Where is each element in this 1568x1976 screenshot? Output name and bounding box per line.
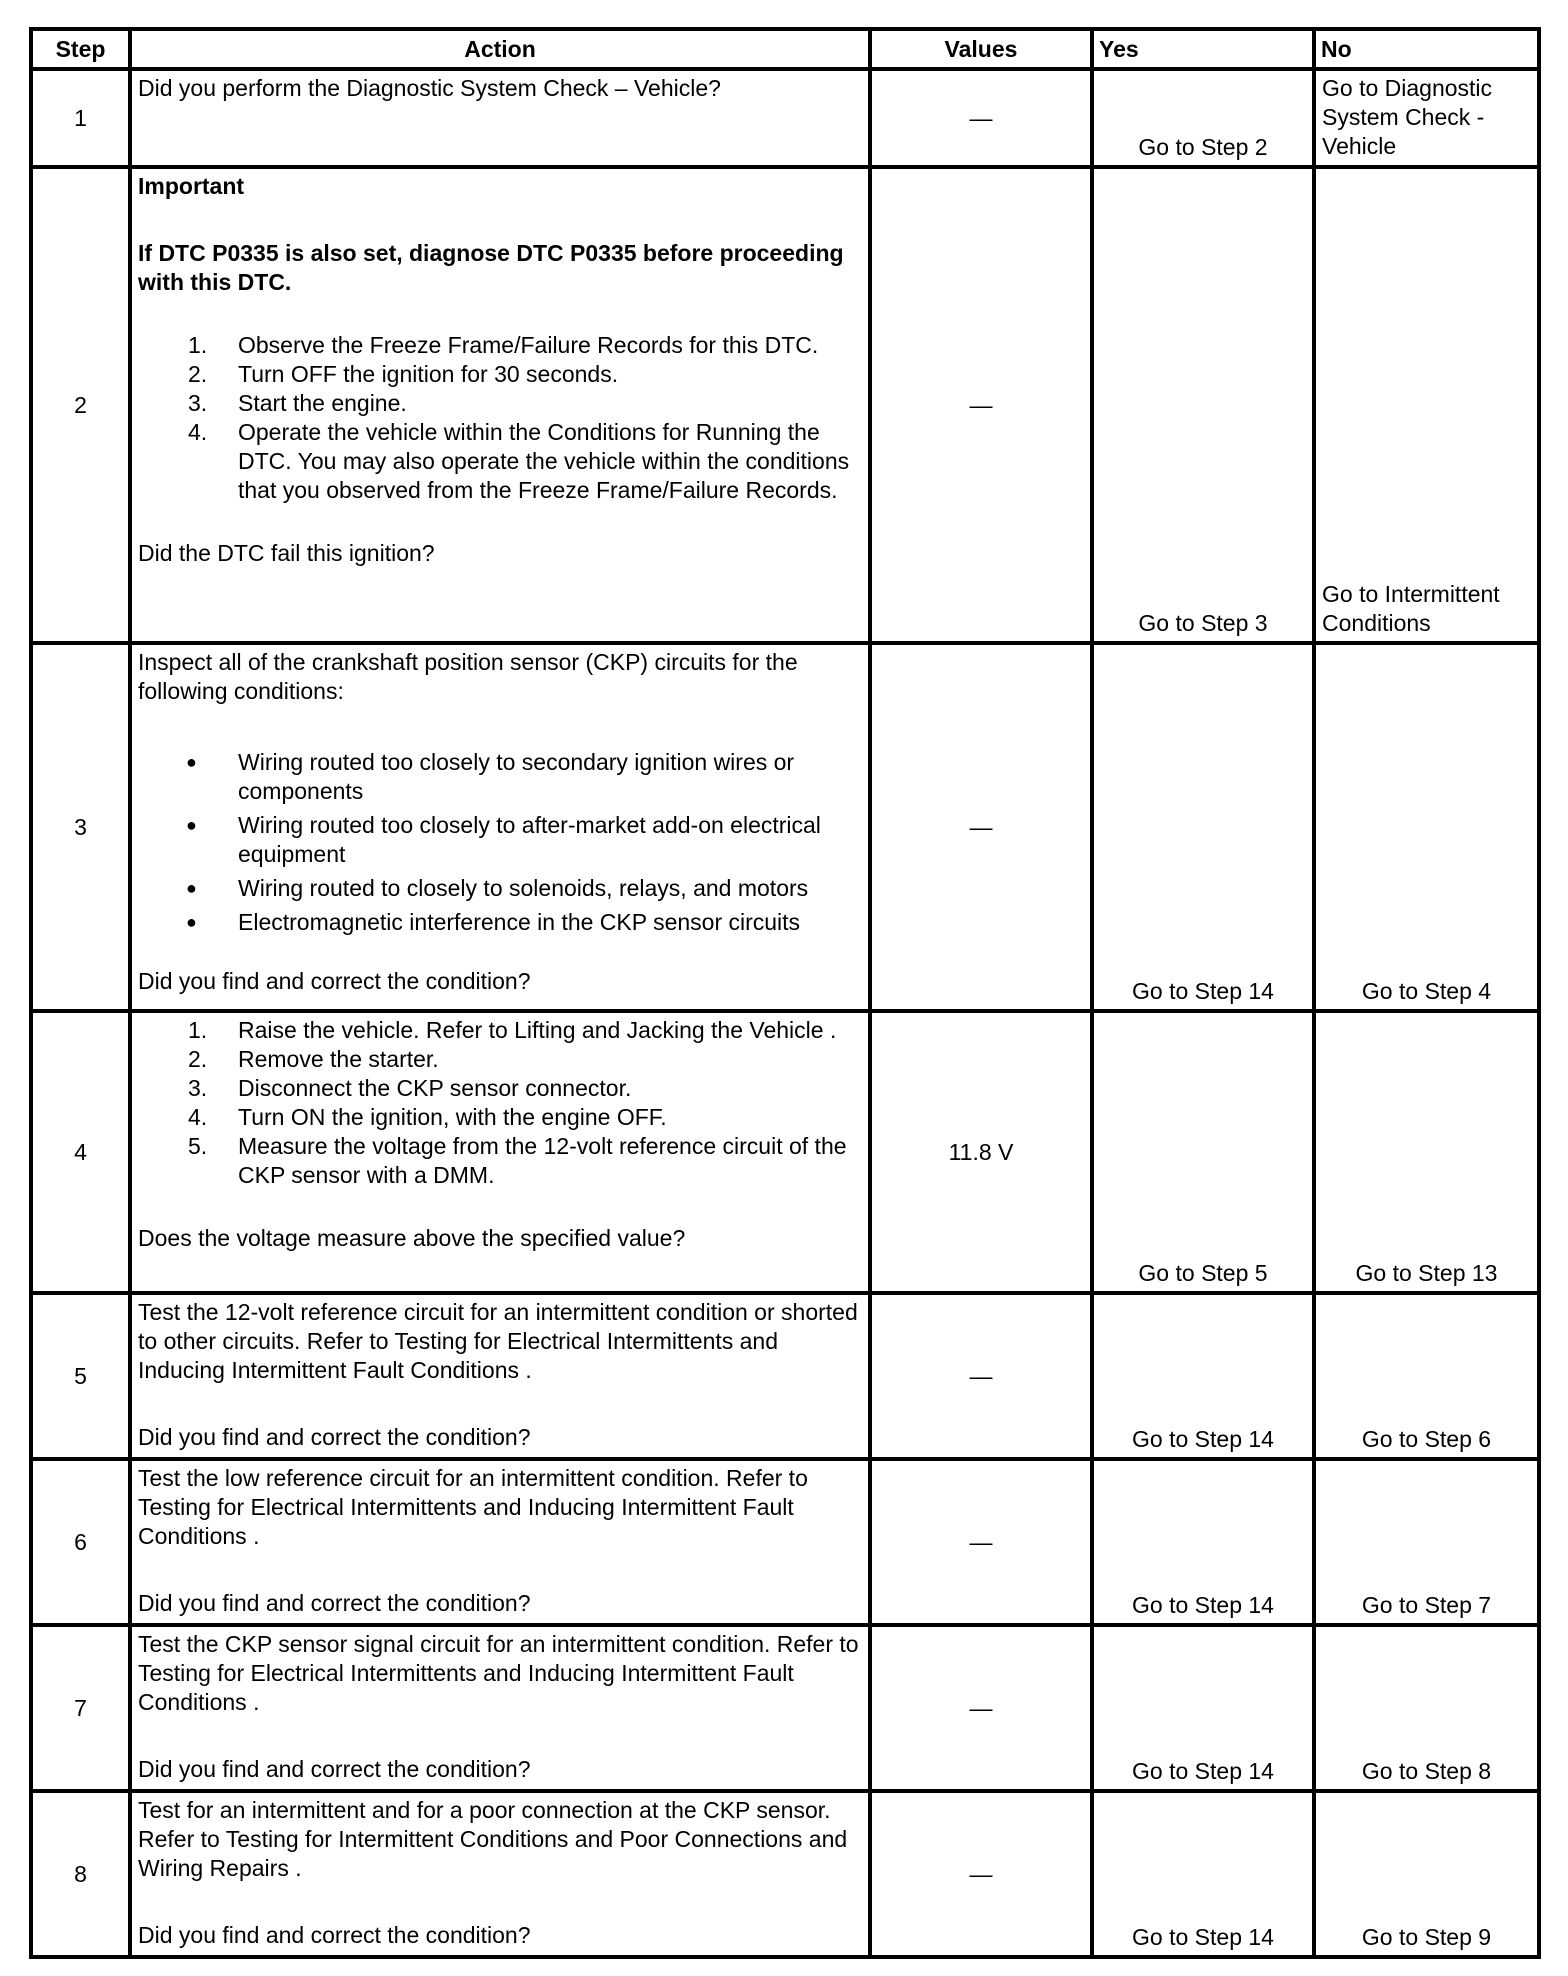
table-row xyxy=(31,167,1539,643)
list-item-text: Measure the voltage from the 12-volt reference circuit of the CKP sensor with a DMM. xyxy=(238,1133,847,1188)
action-intro: Inspect all of the crankshaft position sensor (CKP) circuits for the following conditions: xyxy=(138,649,798,704)
table-row xyxy=(31,1459,1539,1625)
table-row xyxy=(31,69,1539,167)
list-item: 4. Turn ON the ignition, with the engine OFF. xyxy=(188,1104,667,1130)
action-intro: Test the low reference circuit for an intermittent condition. Refer to Testing for Electrical Intermittents and Inducing Intermittent Fault Conditions . xyxy=(138,1465,808,1549)
list-item-text: Wiring routed to closely to solenoids, relays, and motors xyxy=(238,875,809,901)
question-text: Did you find and correct the condition? xyxy=(138,1922,531,1948)
question-text: Did you find and correct the condition? xyxy=(138,1424,531,1450)
list-item: 1. Observe the Freeze Frame/Failure Records for this DTC. xyxy=(188,332,819,358)
value-text: — xyxy=(969,391,993,418)
list-item-text: Turn OFF the ignition for 30 seconds. xyxy=(238,361,619,387)
no-cell: Go to Step 13 xyxy=(1314,1011,1539,1293)
list-item: 3. Disconnect the CKP sensor connector. xyxy=(188,1075,632,1101)
yes-cell: Go to Step 5 xyxy=(1092,1011,1314,1293)
question-text: Did you find and correct the condition? xyxy=(138,1590,531,1616)
value-cell xyxy=(870,1625,1092,1791)
action-cell xyxy=(130,1459,870,1625)
action-cell xyxy=(130,1011,870,1293)
step-number: 4 xyxy=(31,1011,130,1293)
list-item: ● Wiring routed too closely to secondary ignition wires or components xyxy=(186,749,795,804)
important-label: Important xyxy=(138,173,245,199)
list-item: 4. Operate the vehicle within the Conditions for Running the DTC. You may also operate the vehicle within the conditions that you observed from the Freeze Frame/Failure Records. xyxy=(188,419,850,503)
value-text: — xyxy=(969,1694,993,1721)
value-text: — xyxy=(969,104,993,131)
no-cell: Go to Step 6 xyxy=(1314,1293,1539,1459)
list-item-text: Turn ON the ignition, with the engine OFF. xyxy=(238,1104,667,1130)
value-text: 11.8 V xyxy=(948,1138,1014,1165)
value-text: — xyxy=(969,1528,993,1555)
value-cell xyxy=(870,1011,1092,1293)
value-cell xyxy=(870,1791,1092,1957)
header-row xyxy=(31,29,1539,69)
list-item-text: Raise the vehicle. Refer to Lifting and Jacking the Vehicle . xyxy=(238,1017,837,1043)
procedure-list xyxy=(138,1016,862,1190)
list-item: 1. Raise the vehicle. Refer to Lifting and Jacking the Vehicle . xyxy=(188,1017,837,1043)
no-cell: Go to Intermittent Conditions xyxy=(1314,167,1539,643)
list-item: 2. Turn OFF the ignition for 30 seconds. xyxy=(188,361,619,387)
no-cell: Go to Step 8 xyxy=(1314,1625,1539,1791)
table-row xyxy=(31,1625,1539,1791)
list-item-text: Wiring routed too closely to after-market add-on electrical equipment xyxy=(238,812,821,867)
action-intro: Test the CKP sensor signal circuit for an intermittent condition. Refer to Testing for Electrical Intermittents and Inducing Intermittent Fault Conditions . xyxy=(138,1631,859,1715)
table-row xyxy=(31,1011,1539,1293)
important-note xyxy=(138,172,862,297)
action-cell xyxy=(130,1625,870,1791)
list-item: ● Electromagnetic interference in the CKP sensor circuits xyxy=(186,909,801,935)
step-number: 7 xyxy=(31,1625,130,1791)
action-cell: Did you perform the Diagnostic System Check – Vehicle? xyxy=(130,69,870,167)
procedure-list xyxy=(138,331,862,505)
action-intro: Test for an intermittent and for a poor connection at the CKP sensor. Refer to Testing for Intermittent Conditions and Poor Connections and Wiring Repairs . xyxy=(138,1797,848,1881)
list-item-text: Observe the Freeze Frame/Failure Records for this DTC. xyxy=(238,332,819,358)
value-cell xyxy=(870,167,1092,643)
yes-cell: Go to Step 14 xyxy=(1092,1791,1314,1957)
no-cell: Go to Diagnostic System Check - Vehicle xyxy=(1314,69,1539,167)
important-text: If DTC P0335 is also set, diagnose DTC P0335 before proceeding with this DTC. xyxy=(138,240,844,295)
header-yes: Yes xyxy=(1092,29,1314,69)
question-text: Does the voltage measure above the specified value? xyxy=(138,1225,686,1251)
value-cell xyxy=(870,69,1092,167)
question-text: Did the DTC fail this ignition? xyxy=(138,540,435,566)
step-number: 3 xyxy=(31,643,130,1011)
list-item-text: Remove the starter. xyxy=(238,1046,439,1072)
value-cell xyxy=(870,643,1092,1011)
list-item-text: Start the engine. xyxy=(238,390,407,416)
list-item-text: Wiring routed too closely to secondary ignition wires or components xyxy=(238,749,795,804)
list-item-text: Electromagnetic interference in the CKP sensor circuits xyxy=(238,909,801,935)
table-row xyxy=(31,1791,1539,1957)
step-number: 5 xyxy=(31,1293,130,1459)
no-cell: Go to Step 4 xyxy=(1314,643,1539,1011)
list-item: 2. Remove the starter. xyxy=(188,1046,439,1072)
action-cell xyxy=(130,643,870,1011)
value-text: — xyxy=(969,1362,993,1389)
value-cell xyxy=(870,1459,1092,1625)
question-text: Did you find and correct the condition? xyxy=(138,968,531,994)
header-step: Step xyxy=(31,29,130,69)
no-cell: Go to Step 7 xyxy=(1314,1459,1539,1625)
action-cell xyxy=(130,1293,870,1459)
header-no: No xyxy=(1314,29,1539,69)
list-item: 3. Start the engine. xyxy=(188,390,407,416)
list-item-text: Disconnect the CKP sensor connector. xyxy=(238,1075,632,1101)
header-values: Values xyxy=(870,29,1092,69)
action-intro: Test the 12-volt reference circuit for an intermittent condition or shorted to other circuits. Refer to Testing for Electrical Intermittents and Inducing Intermittent Fault Conditions . xyxy=(138,1299,858,1383)
yes-cell: Go to Step 14 xyxy=(1092,643,1314,1011)
question-text: Did you find and correct the condition? xyxy=(138,1756,531,1782)
yes-cell: Go to Step 14 xyxy=(1092,1293,1314,1459)
list-item: ● Wiring routed to closely to solenoids, relays, and motors xyxy=(186,875,809,901)
no-cell: Go to Step 9 xyxy=(1314,1791,1539,1957)
list-item: 5. Measure the voltage from the 12-volt reference circuit of the CKP sensor with a DMM. xyxy=(188,1133,847,1188)
value-text: — xyxy=(969,1860,993,1887)
action-cell xyxy=(130,1791,870,1957)
step-number: 6 xyxy=(31,1459,130,1625)
step-number: 8 xyxy=(31,1791,130,1957)
yes-cell: Go to Step 14 xyxy=(1092,1625,1314,1791)
yes-cell: Go to Step 3 xyxy=(1092,167,1314,643)
yes-cell: Go to Step 14 xyxy=(1092,1459,1314,1625)
value-text: — xyxy=(969,813,993,840)
table-row xyxy=(31,643,1539,1011)
table-row xyxy=(31,1293,1539,1459)
list-item: ● Wiring routed too closely to after-market add-on electrical equipment xyxy=(186,812,821,867)
step-number: 2 xyxy=(31,167,130,643)
list-item-text: Operate the vehicle within the Conditions for Running the DTC. You may also operate the vehicle within the conditions that you observed from the Freeze Frame/Failure Records. xyxy=(238,419,850,503)
action-cell xyxy=(130,167,870,643)
yes-cell: Go to Step 2 xyxy=(1092,69,1314,167)
value-cell xyxy=(870,1293,1092,1459)
header-action: Action xyxy=(130,29,870,69)
condition-list xyxy=(138,748,862,937)
step-number: 1 xyxy=(31,69,130,167)
diagnostic-table xyxy=(29,27,1541,1959)
